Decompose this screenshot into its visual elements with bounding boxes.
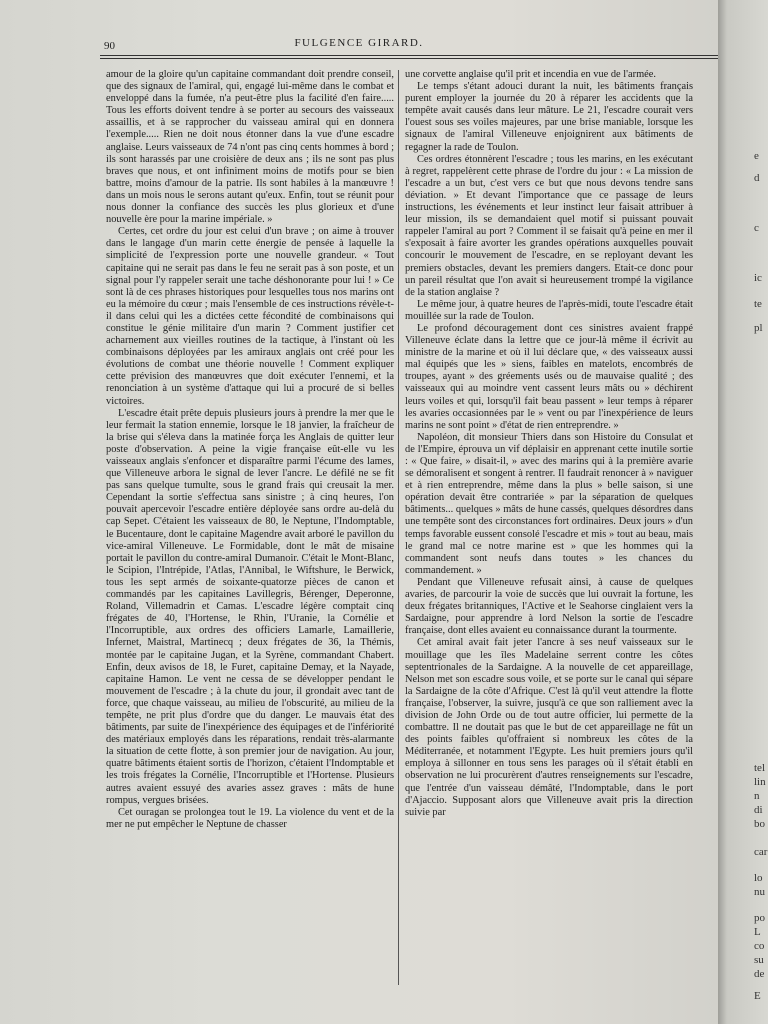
adjacent-text-fragment: te [754,298,762,310]
paragraph: L'escadre était prête depuis plusieurs jours à prendre la mer que le leur fermait la station ennemie, lorsque le 18 janvier, la fraîcheur de la brise qui s'éleva dans la matinée força les Anglais de quitter leur poste d'observation. A peine la vigie française eût-elle vu les vaisseaux anglais s'enfoncer et disparaître parmi l'écume des lames, que Villeneuve arbora le signal de lever l'ancre. Le défilé ne se fit pas sans quelque tumulte, sous le grand frais qui creusait la mer. Cependant la sortie s'effectua sans sinistre ; à cinq heures, l'on pouvait apercevoir l'escadre entière déployée sans ordre au-delà du cap Sepet. C'étaient les vaisseaux de 80, le Neptune, l'Indomptable, le Bucentaure, dont le capitaine Magendre avait arboré le pavillon du vice-amiral Villeneuve. Le Formidable, dont le mât de misaine portait le pavillon du contre-amiral Dumanoir. C'était le Mont-Blanc, le Scipion, l'Intrépide, l'Atlas, l'Annibal, le Wiftshure, le Berwick, tous les sept armés de soixante-quatorze pièces de canon et commandés par les capitaines Lavillegris, Bérenger, Deperonne, Roland, Villemadrin et Camas. L'escadre légère comptait cinq frégates de 40, l'Hortense, le Rhin, l'Uranie, la Cornélie et l'Incorruptible, aux ordres des officiers Lamarle, Lamaillerie, Infernet, Maistral, Martinecq ; deux frégates de 36, la Thémis, montée par le capitaine Jugan, et la Syrène, commandant Chabert. Enfin, deux avisos de 18, le Furet, capitaine Demay, et la Nayade, capitaine Hamon. Le vent ne cessa de se développer pendant le mouvement de l'escadre ; à la chute du jour, il grondait avec tant de force, que chaque vaisseau, au milieu de l'obscurité, au milieu de la tempête, ne prit plus d'ordre que du danger. Le mauvais état des bâtiments, par suite de l'inexpérience des équipages et de l'infériorité des matériaux employés dans les réparations, rendait très-alarmante la situation de cette flotte, à son premier jour de navigation. Au jour, quatre bâtiments étaient sortis de l'horizon, c'étaient l'Indomptable et les trois frégates la Cornélie, l'Incorruptible et l'Hortense. Plusieurs autres avaient essuyé des avaries assez graves : mâts de hune rompus, vergues brisées. [106,407,394,806]
adjacent-page-edge [718,0,768,1024]
paragraph: Le temps s'étant adouci durant la nuit, les bâtiments français purent employer la journée du 20 à réparer les accidents que la tempête avait causés dans leur mâture. Le 21, l'escadre courait vers l'ouest sous ses voiles majeures, par une brise maniable, lorsque les signaux de l'amiral Villeneuve enjoignirent aux bâtiments de regagner la rade de Toulon. [405,81,693,153]
paragraph: amour de la gloire qu'un capitaine commandant doit prendre conseil, que des signaux de l'amiral, qui, engagé lui-même dans le combat et enveloppé dans la fumée, n'a peut-être plus la facilité d'en faire..... Tous les efforts doivent tendre à se porter au secours des vaisseaux assaillis, et à se rapprocher du vaisseau amiral qui en donnera l'exemple..... Rien ne doit nous étonner dans la vue d'une escadre anglaise. Leurs vaisseaux de 74 n'ont pas cinq cents hommes à bord ; ils sont harassés par une croisière de deux ans ; ils ne sont pas plus braves que nous, et ont infiniment moins de motifs pour se bien battre, moins d'amour de la patrie. Ils sont habiles à la manœuvre ! dans un mois nous le serons autant qu'eux. Enfin, tout se réunit pour nous donner la confiance des succès les plus glorieux et d'une nouvelle ère pour la marine impériale. » [106,69,394,226]
adjacent-text-fragment: de [754,968,765,980]
paragraph: Napoléon, dit monsieur Thiers dans son Histoire du Consulat et de l'Empire, éprouva un vif déplaisir en apprenant cette inutile sortie : « Que faire, » disait-il, » avec des marins qui à la première avarie se démoralisent et songent à rentrer. Il faudrait renoncer à » naviguer et à rien entreprendre, même dans la plus » belle saison, si une opération devait être contrariée » par la séparation de quelques bâtiments... quelques » mâts de hune cassés, quelques désordres dans une tempête sont des circonstances fort ordinaires. Deux jours » d'un temps favorable eussent consolé l'escadre et mis » tout au beau, mais le grand mal ce notre marine est » que les hommes qui la commandent sont neufs dans toutes » les chances du commandement. » [405,431,693,576]
paragraph: Pendant que Villeneuve refusait ainsi, à cause de quelques avaries, de parcourir la voie de succès que lui ouvrait la fortune, les deux frégates britanniques, l'Active et le Seahorse cinglaient vers la Sardaigne, pour apprendre à lord Nelson la sortie de l'escadre française, dont elles avaient eu connaissance durant la tourmente. [405,576,693,637]
paragraph: Le même jour, à quatre heures de l'après-midi, toute l'escadre était mouillée sur la rade de Toulon. [405,298,693,322]
adjacent-text-fragment: lin [754,776,766,788]
left-column [106,69,394,989]
paragraph: Cet ouragan se prolongea tout le 19. La violence du vent et de la mer ne put empêcher le Neptune de chasser [106,806,394,830]
adjacent-text-fragment: su [754,954,764,966]
header-rule-bottom [100,58,718,59]
paragraph: Le profond découragement dont ces sinistres avaient frappé Villeneuve éclate dans la lettre que ce jour-là même il écrivit au ministre de la marine et où il lui déclare que, « des vaisseaux aussi mal équipés que les » siens, faibles en matelots, encombrés de troupes, ayant » des gréements usés ou de mauvaise qualité ; des vaisseaux qui au moindre vent cassent leurs mâts ou » déchirent leurs voiles et qui, lorsqu'il fait beau passent » leur temps à réparer les avaries occasionnées par le » vent ou par l'inexpérience de leurs marins ne sont point » d'état de rien entreprendre. » [405,322,693,431]
adjacent-text-fragment: c [754,222,759,234]
adjacent-text-fragment: L [754,926,761,938]
adjacent-text-fragment: lo [754,872,763,884]
paragraph: Cet amiral avait fait jeter l'ancre à ses neuf vaisseaux sur le mouillage que les îles Madelaine serrent contre les côtes septentrionales de la Sardaigne. A la nouvelle de cet appareillage, Nelson met son escadre sous voile, et se porte sur le canal qui sépare la Sardaigne de la côte d'Afrique. C'est là qu'il veut attendre la flotte française, l'observer, la suivre, jusqu'à ce que son ralliement avec la division de John Orde ou de tout autre officier, lui permette de la combattre. Il ne doutait pas que le but de cet appareillage ne fût un des points faibles qu'offraient si nombreux les côtes de la Méditerranée, et notamment l'Egypte. Les huit premiers jours qu'il employa à sillonner en tous sens les parages où il s'était établi en observation ne lui procurèrent d'autres renseignements sur l'escadre, que l'entrée d'un vaisseau démâté, l'Indomptable, dans le port d'Ajaccio. Supposant alors que Villeneuve avait pris la direction suivie par [405,637,693,818]
header-rule-top [100,55,718,56]
adjacent-text-fragment: E [754,990,761,1002]
adjacent-text-fragment: nu [754,886,765,898]
column-divider [398,70,399,985]
paragraph: une corvette anglaise qu'il prit et incendia en vue de l'armée. [405,69,656,80]
adjacent-text-fragment: car [754,846,768,858]
running-head: FULGENCE GIRARD. [294,37,424,49]
adjacent-text-fragment: e [754,150,759,162]
adjacent-text-fragment: d [754,172,760,184]
paragraph: Ces ordres étonnèrent l'escadre ; tous les marins, en les exécutant à regret, rappelèrent cette phrase de l'ordre du jour : « La mission de l'escadre a un but, c'est vers ce but que nous devons tendre sans déviation. » Et devant l'importance que ce passage de leurs instructions, les événements et leur instinct leur faisait attribuer à leur mission, ils se demandaient quel motif si puissant pouvait rappeler l'amiral au port ? Comment il se faisait qu'à peine en mer il s'exposait à faire avorter les grandes opérations auxquelles pouvait concourir le mouvement de l'escadre, en se reployant devant les premiers obstacles, devant les premiers dangers. Etait-ce donc pour un pareil résultat que l'on avait si heureusement trompé la vigilance de la station anglaise ? [405,153,693,298]
page-number: 90 [104,40,115,52]
adjacent-text-fragment: tel [754,762,765,774]
adjacent-text-fragment: ic [754,272,762,284]
adjacent-text-fragment: po [754,912,765,924]
paragraph: Certes, cet ordre du jour est celui d'un brave ; on aime à trouver dans le langage d'un marin cette énergie de pensée à laquelle la simplicité de l'expression porte une nouvelle grandeur. « Tout capitaine qui ne serait pas dans le feu ne serait pas à son poste, et un signal pour l'y rappeler serait une tache déshonorante pour lui ! » Ce sont là de ces phrases historiques pour lesquelles tous nos marins ont eu la mémoire du cœur ; mais l'ensemble de ces instructions révèle-t-il dans celui qui les a dictées cette fécondité de combinaisons qui constitue le génie militaire d'un marin ? Comment justifier cet acharnement aux vieilles routines de la tactique, à l'instant où les combinaisons déployées par les amiraux anglais ont créé pour les évolutions de combat une théorie nouvelle ! Comment expliquer cette prévision des manœuvres que doit exécuter l'ennemi, et la renonciation à un système d'attaque qui lui a procuré de si belles victoires. [106,226,394,407]
right-column [405,69,693,989]
adjacent-text-fragment: n [754,790,760,802]
adjacent-text-fragment: co [754,940,765,952]
adjacent-text-fragment: bo [754,818,765,830]
adjacent-text-fragment: pl [754,322,763,334]
adjacent-text-fragment: di [754,804,763,816]
